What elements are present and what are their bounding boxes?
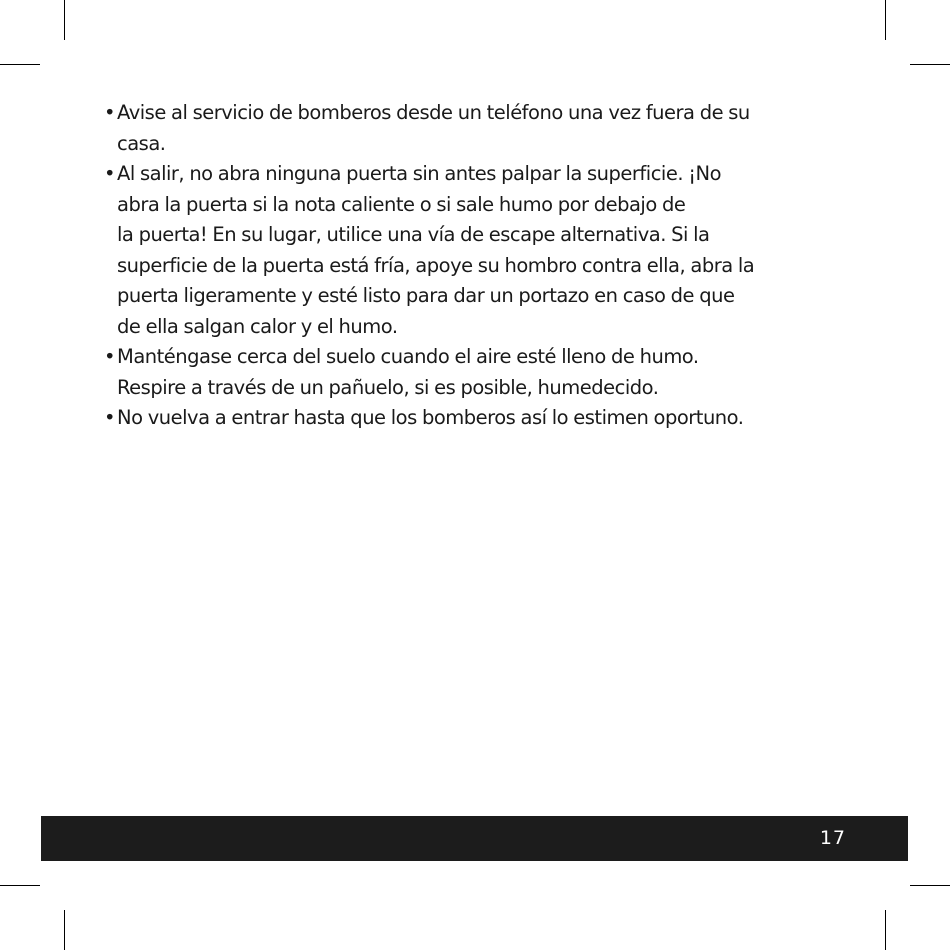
bullet-icon: •: [104, 406, 116, 429]
text-line: abra la puerta si la nota caliente o si sale humo por debajo de: [117, 192, 686, 216]
crop-mark-top-left-horizontal: [0, 64, 40, 65]
crop-mark-top-right-horizontal: [910, 64, 950, 65]
text-line: Avise al servicio de bomberos desde un teléfono una vez fuera de su: [117, 101, 750, 124]
text-line: casa.: [117, 131, 166, 155]
list-item: [104, 159, 864, 342]
safety-instructions-list: [104, 98, 864, 434]
crop-mark-top-right-vertical: [885, 0, 886, 40]
text-line: la puerta! En su lugar, utilice una vía de escape alternativa. Si la: [117, 223, 710, 246]
crop-mark-bottom-right-vertical: [885, 910, 886, 950]
footer-bar: [41, 816, 908, 861]
text-line: Manténgase cerca del suelo cuando el aire esté lleno de humo.: [117, 345, 699, 368]
list-item: [104, 342, 864, 403]
bullet-icon: •: [104, 101, 116, 124]
text-line: Al salir, no abra ninguna puerta sin antes palpar la superficie. ¡No: [117, 162, 722, 185]
page-number: 17: [819, 827, 846, 849]
crop-mark-bottom-right-horizontal: [910, 885, 950, 886]
text-line: No vuelva a entrar hasta que los bomberos así lo estimen oportuno.: [117, 406, 744, 429]
crop-mark-top-left-vertical: [64, 0, 65, 40]
text-line: de ella salgan calor y el humo.: [117, 314, 398, 338]
bullet-icon: •: [104, 162, 116, 185]
crop-mark-bottom-left-vertical: [64, 910, 65, 950]
page-content: [104, 98, 864, 434]
bullet-icon: •: [104, 345, 116, 368]
list-item: [104, 98, 864, 159]
text-line: Respire a través de un pañuelo, si es posible, humedecido.: [117, 375, 659, 399]
list-item: [104, 403, 864, 434]
text-line: superficie de la puerta está fría, apoye su hombro contra ella, abra la: [117, 253, 755, 277]
crop-mark-bottom-left-horizontal: [0, 885, 40, 886]
text-line: puerta ligeramente y esté listo para dar un portazo en caso de que: [117, 284, 735, 307]
